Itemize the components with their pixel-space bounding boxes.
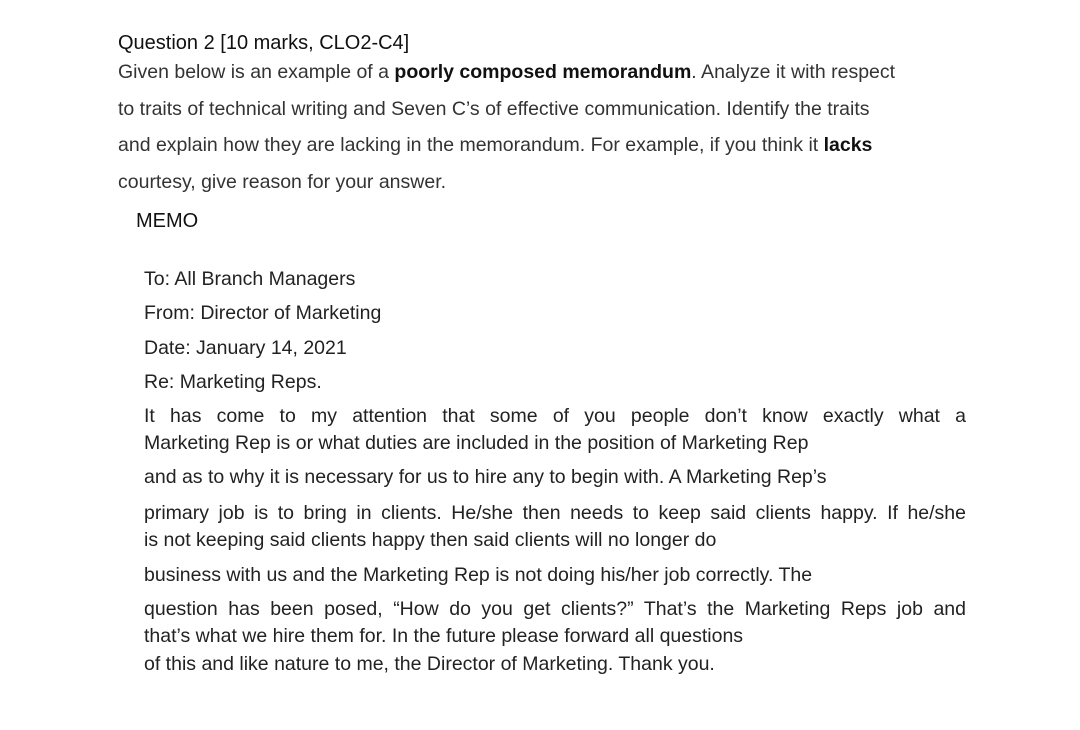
intro-bold-word: lacks bbox=[823, 134, 873, 156]
memo-body-line: Marketing Rep is or what duties are included in the position of Marketing Rep bbox=[144, 432, 809, 454]
memo-body-line: and as to why it is necessary for us to hire any to begin with. A Marketing Rep’s bbox=[144, 466, 827, 488]
intro-line-3 bbox=[118, 134, 962, 157]
intro-bold-phrase: poorly composed memorandum bbox=[394, 61, 692, 83]
memo-from: From: Director of Marketing bbox=[144, 302, 382, 324]
memo-body-line: that’s what we hire them for. In the future please forward all questions bbox=[144, 625, 744, 647]
question-title: Question 2 [10 marks, CLO2-C4] bbox=[118, 32, 410, 54]
memo-body-line: of this and like nature to me, the Director of Marketing. Thank you. bbox=[144, 653, 715, 675]
intro-line-4: courtesy, give reason for your answer. bbox=[118, 171, 447, 193]
intro-line-1 bbox=[118, 61, 962, 84]
memo-body-line: question has been posed, “How do you get clients?” That’s the Marketing Reps job and bbox=[144, 598, 966, 620]
memo-to: To: All Branch Managers bbox=[144, 268, 356, 290]
memo-body-line: It has come to my attention that some of you people don’t know exactly what a bbox=[144, 405, 966, 427]
intro-line-3-text: and explain how they are lacking in the memorandum. For example, if you think it bbox=[118, 134, 824, 156]
intro-line-2: to traits of technical writing and Seven C’s of effective communication. Identify the traits bbox=[118, 98, 870, 120]
intro-line-1-text-b: . Analyze it with respect bbox=[691, 61, 896, 83]
memo-body-line: is not keeping said clients happy then said clients will no longer do bbox=[144, 529, 717, 551]
memo-heading: MEMO bbox=[136, 210, 199, 232]
memo-body-line: primary job is to bring in clients. He/she then needs to keep said clients happy. If he/she bbox=[144, 502, 966, 524]
memo-body-line: business with us and the Marketing Rep is not doing his/her job correctly. The bbox=[144, 564, 813, 586]
memo-re: Re: Marketing Reps. bbox=[144, 371, 322, 393]
memo-date: Date: January 14, 2021 bbox=[144, 337, 347, 359]
intro-line-1-text-a: Given below is an example of a bbox=[118, 61, 395, 83]
